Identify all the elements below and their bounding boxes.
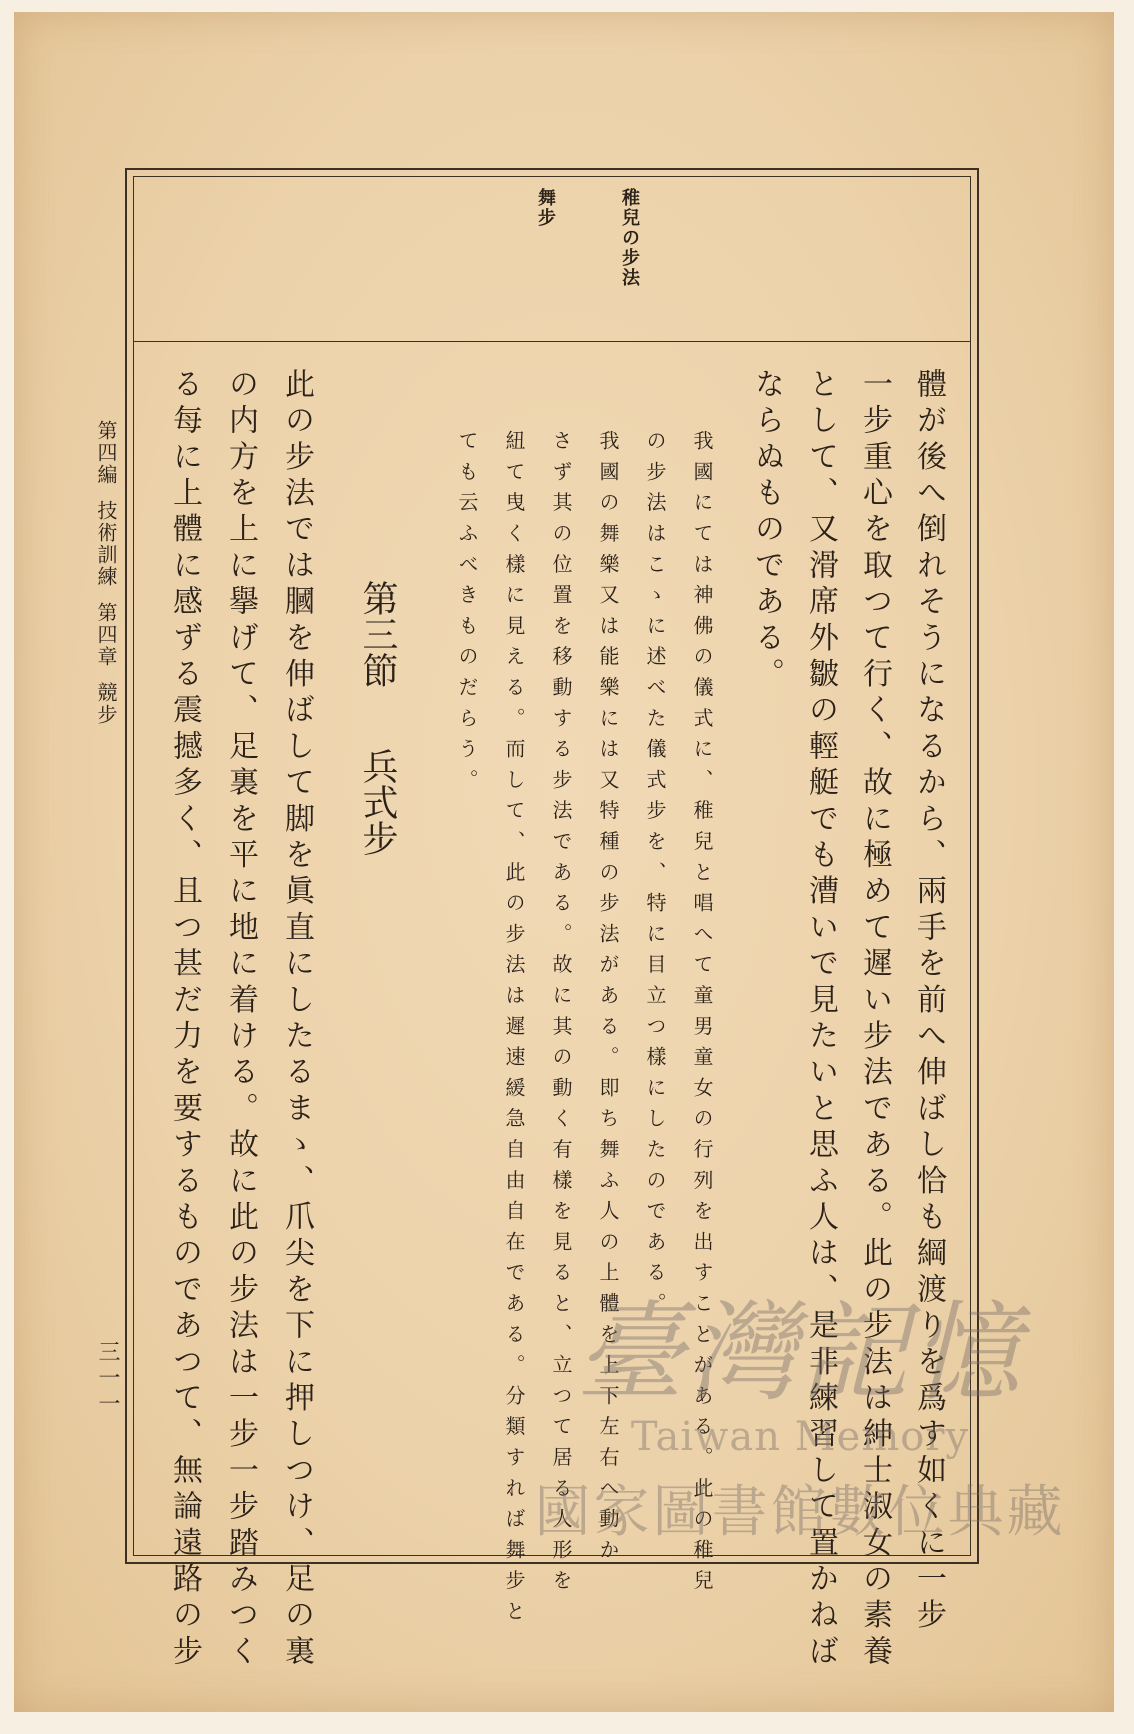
body-column-5: 此の步法では膕を伸ばして脚を眞直にしたるまゝ、爪尖を下に押しつけ、足の裏 xyxy=(279,368,314,1672)
body-column-6: の内方を上に擧げて、足裏を平に地に着ける。故に此の步法は一步一步踏みつく xyxy=(223,368,258,1672)
note-column-4: さず其の位置を移動する步法である。故に其の動く有樣を見ると、立つて居る人形を xyxy=(549,430,573,1601)
body-column-7: る每に上體に感ずる震撼多く、且つ甚だ力を要するものであつて、無論遠路の步 xyxy=(167,368,202,1672)
watermark-english: Taiwan Memory xyxy=(630,1414,970,1460)
side-note-dance-gait: 舞步 xyxy=(535,188,556,228)
running-head-part: 第四編 xyxy=(94,420,118,486)
body-column-3: として、又滑席外皺の輕艇でも漕いで見たいと思ふ人は、是非練習して置かねば xyxy=(803,368,838,1672)
running-head xyxy=(92,420,121,726)
watermark-library: 國家圖書館數位典藏 xyxy=(534,1480,1066,1545)
note-column-3: 我國の舞樂又は能樂には又特種の步法がある。即ち舞ふ人の上體を上下左右へ動か xyxy=(596,430,620,1570)
watermark-chinese: 臺灣記憶 xyxy=(575,1291,1024,1416)
watermark xyxy=(530,1291,1070,1600)
note-column-5: 紐て曳く樣に見える。而して、此の步法は遲速緩急自由自在である。分類すれば舞步と xyxy=(502,430,526,1632)
section-heading xyxy=(352,580,403,856)
running-head-chapter-title: 競步 xyxy=(94,682,118,726)
running-head-subject: 技術訓練 xyxy=(94,500,118,588)
page-number: 三一一 xyxy=(95,1340,120,1418)
body-column-2: 一步重心を取つて行く、故に極めて遲い步法である。此の步法は紳士淑女の素養 xyxy=(857,368,892,1672)
side-note-chigo-gait: 稚兒の步法 xyxy=(619,188,640,288)
note-column-1: 我國にては神佛の儀式に、稚兒と唱へて童男童女の行列を出すことがある。此の稚兒 xyxy=(690,430,714,1601)
body-column-1: 體が後へ倒れそうになるから、兩手を前へ伸ばし恰も綱渡りを爲す如くに一步 xyxy=(911,368,946,1635)
section-number: 第三節 xyxy=(357,580,398,688)
margin-divider xyxy=(134,341,970,342)
note-column-6: ても云ふべきものだらう。 xyxy=(455,430,479,800)
section-title: 兵式步 xyxy=(357,748,398,856)
body-column-4: ならぬものである。 xyxy=(749,368,784,694)
running-head-chapter: 第四章 xyxy=(94,602,118,668)
note-column-2: の步法はこゝに述べた儀式步を、特に目立つ樣にしたのである。 xyxy=(643,430,667,1324)
